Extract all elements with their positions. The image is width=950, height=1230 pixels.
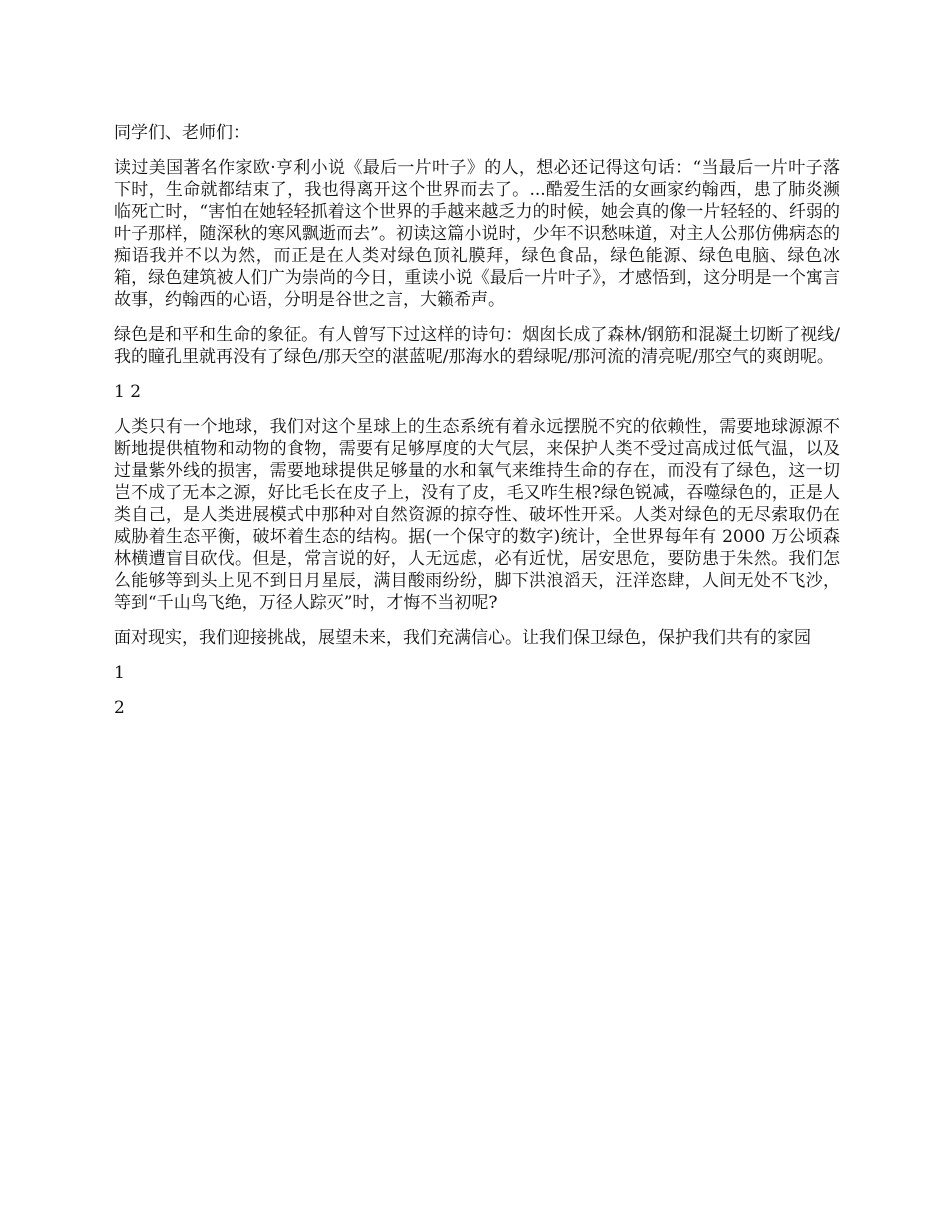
paragraph-one-earth: 人类只有一个地球，我们对这个星球上的生态系统有着永远摆脱不究的依赖性，需要地球源源不断地提供植物和动物的食物，需要有足够厚度的大气层，来保护人类不受过高成过低气温，以及过量紫外线的损害，需要地球提供足够量的水和氧气来维持生命的存在，而没有了绿色，这一切岂不成了无本之源，好比毛长在皮子上，没有了皮，毛又咋生根?绿色锐减，吞噬绿色的，正是人类自己，是人类进展模式中那种对自然资源的掠夺性、破坏性开采。人类对绿色的无尽索取仍在威胁着生态平衡，破坏着生态的结构。据(一个保守的数字)统计，全世界每年有 2000 万公顷森林横遭盲目砍伐。但是，常言说的好，人无远虑，必有近忧，居安思危，要防患于朱然。我们怎么能够等到头上见不到日月星辰，满目酸雨纷纷，脚下洪浪滔天，汪洋恣肆，人间无处不飞沙，等到“千山鸟飞绝，万径人踪灭”时，才悔不当初呢?: [114, 417, 840, 613]
paragraph-conclusion: 面对现实，我们迎接挑战，展望未来，我们充满信心。让我们保卫绿色，保护我们共有的家园: [114, 628, 811, 648]
page-number-2: 2: [114, 698, 125, 718]
document-body: [114, 122, 840, 732]
paragraph-green-poem: 绿色是和平和生命的象征。有人曾写下过这样的诗句：烟囱长成了森林/钢筋和混凝土切断了视线/我的瞳孔里就再没有了绿色/那天空的湛蓝呢/那海水的碧绿呢/那河流的清亮呢/那空气的爽朗呢。: [114, 325, 840, 367]
greeting: 同学们、老师们：: [114, 123, 250, 143]
page-marker: 1 2: [114, 382, 142, 402]
paragraph-last-leaf: 读过美国著名作家欧·亨利小说《最后一片叶子》的人，想必还记得这句话：“当最后一片叶子落下时，生命就都结束了，我也得离开这个世界而去了。...酷爱生活的女画家约翰西，患了肺炎濒临死亡时，“害怕在她轻轻抓着这个世界的手越来越乏力的时候，她会真的像一片轻轻的、纤弱的叶子那样，随深秋的寒风飘逝而去”。初读这篇小说时，少年不识愁味道，对主人公那仿佛病态的痴语我并不以为然，而正是在人类对绿色顶礼膜拜，绿色食品，绿色能源、绿色电脑、绿色冰箱，绿色建筑被人们广为崇尚的今日，重读小说《最后一片叶子》，才感悟到，这分明是一个寓言故事，约翰西的心语，分明是谷世之言，大籁希声。: [114, 158, 840, 310]
page-number-1: 1: [114, 663, 125, 683]
